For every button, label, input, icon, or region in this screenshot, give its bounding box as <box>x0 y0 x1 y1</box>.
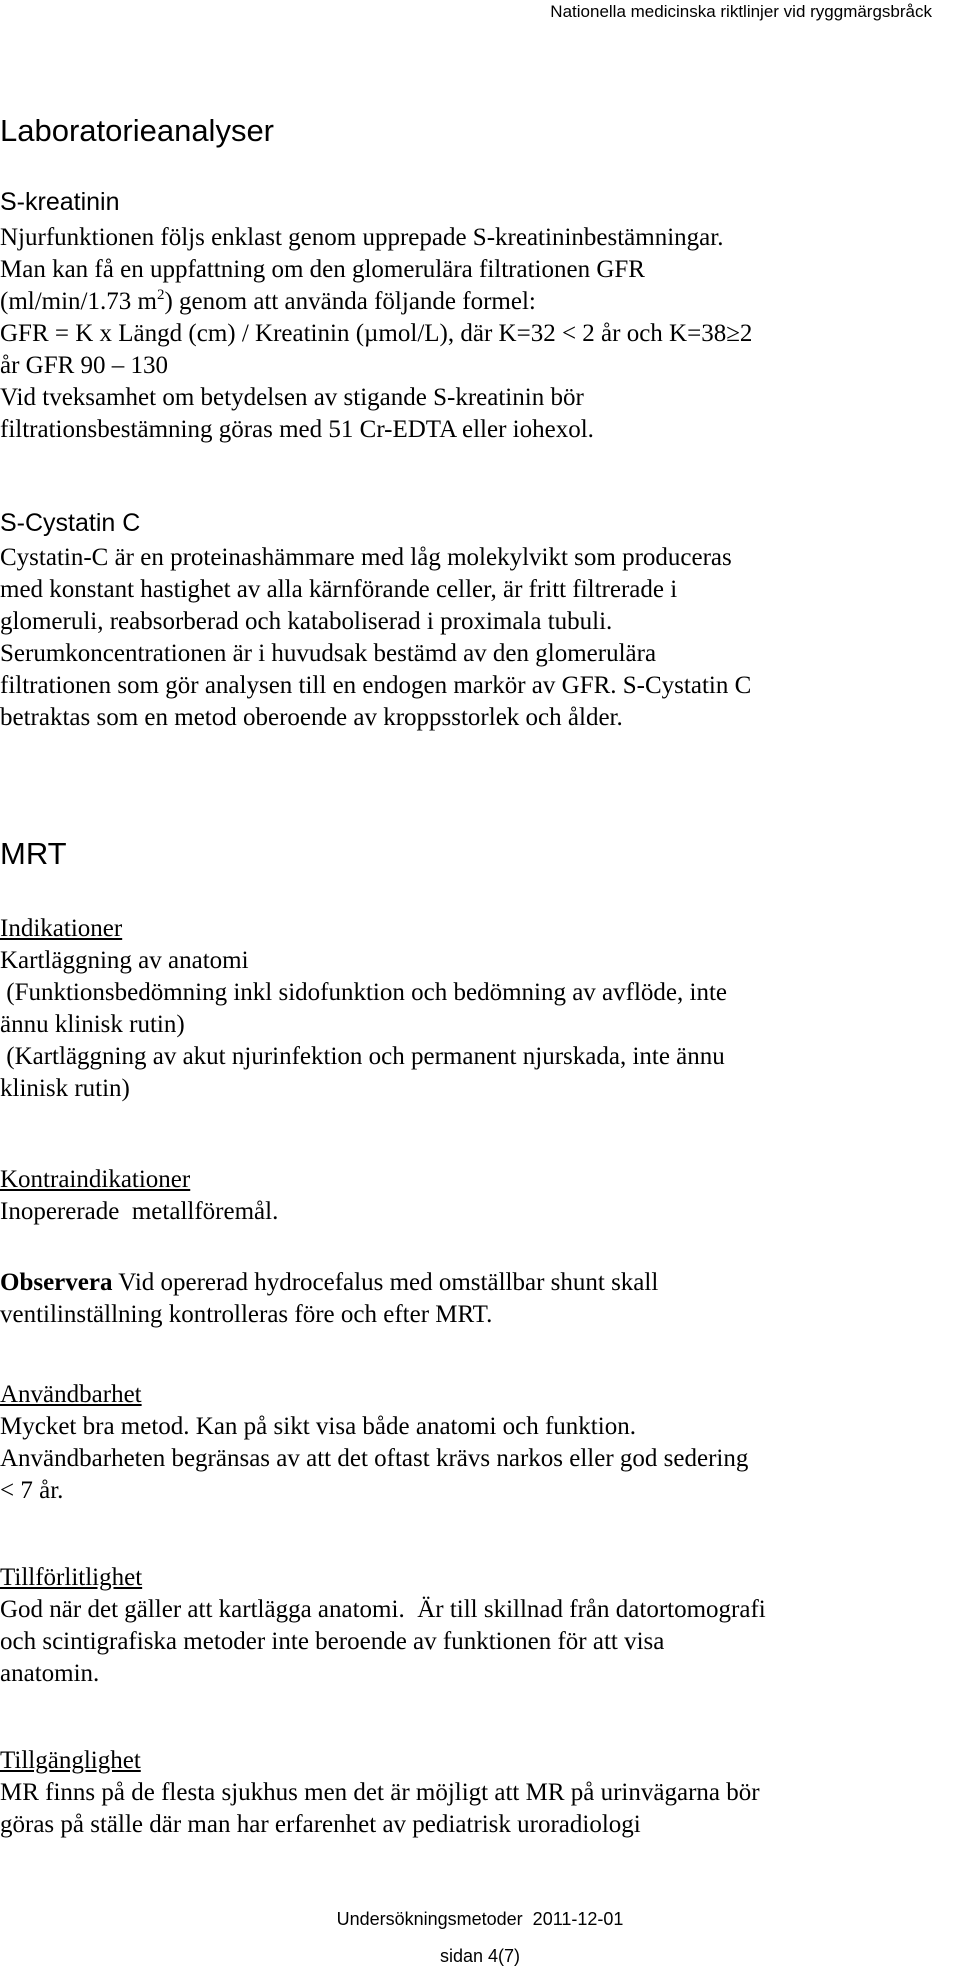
subheading-s-kreatinin: S-kreatinin <box>0 188 120 216</box>
text-line: glomeruli, reabsorberad och kataboliserad i proximala tubuli. <box>0 608 613 635</box>
kontraindikationer-block <box>0 1164 278 1228</box>
section-title-laboratorieanalyser: Laboratorieanalyser <box>0 113 275 148</box>
cystatin-paragraph <box>0 542 751 734</box>
text-line: Serumkoncentrationen är i huvudsak bestämd av den glomerulära <box>0 640 657 667</box>
text-line: Vid tveksamhet om betydelsen av stigande S-kreatinin bör <box>0 384 584 411</box>
text-line: (Funktionsbedömning inkl sidofunktion och bedömning av avflöde, inte <box>0 979 728 1006</box>
text-line: filtrationsbestämning göras med 51 Cr-EDTA eller iohexol. <box>0 416 594 443</box>
text-line: Njurfunktionen följs enklast genom upprepade S-kreatininbestämningar. <box>0 224 724 251</box>
subheading-tillganglighet: Tillgänglighet <box>0 1747 141 1774</box>
observera-block <box>0 1267 658 1331</box>
superscript: 2 <box>156 287 165 303</box>
running-header: Nationella medicinska riktlinjer vid ryggmärgsbråck <box>550 2 932 21</box>
text-fragment: Vid opererad hydrocefalus med omställbar shunt skall <box>112 1269 659 1296</box>
text-line: ventilinställning kontrolleras före och efter MRT. <box>0 1301 493 1328</box>
footer-document-info: Undersökningsmetoder 2011-12-01 <box>336 1909 624 1929</box>
text-line: Mycket bra metod. Kan på sikt visa både anatomi och funktion. <box>0 1413 636 1440</box>
text-line: ännu klinisk rutin) <box>0 1011 185 1038</box>
text-line: år GFR 90 – 130 <box>0 352 169 379</box>
text-line: betraktas som en metod oberoende av kroppsstorlek och ålder. <box>0 704 623 731</box>
indikationer-block <box>0 913 727 1105</box>
text-line <box>0 1267 658 1299</box>
text-line: göras på ställe där man har erfarenhet av pediatrisk uroradiologi <box>0 1811 641 1838</box>
text-fragment: (ml/min/1.73 m <box>0 288 157 315</box>
kreatinin-paragraph <box>0 222 752 446</box>
subheading-kontraindikationer: Kontraindikationer <box>0 1166 191 1193</box>
subheading-s-cystatin-c: S-Cystatin C <box>0 509 141 537</box>
text-line <box>0 286 752 318</box>
text-line: Inopererade metallföremål. <box>0 1198 279 1225</box>
text-line: filtrationen som gör analysen till en endogen markör av GFR. S-Cystatin C <box>0 672 752 699</box>
text-line: klinisk rutin) <box>0 1075 130 1102</box>
subheading-indikationer: Indikationer <box>0 915 123 942</box>
footer-page-number: sidan 4(7) <box>439 1946 521 1966</box>
text-line: och scintigrafiska metoder inte beroende av funktionen för att visa <box>0 1628 665 1655</box>
tillganglighet-block <box>0 1745 760 1841</box>
text-line: < 7 år. <box>0 1477 64 1504</box>
text-line: anatomin. <box>0 1660 100 1687</box>
text-line: med konstant hastighet av alla kärnförande celler, är fritt filtrerade i <box>0 576 678 603</box>
text-line: God när det gäller att kartlägga anatomi. Är till skillnad från datortomografi <box>0 1596 766 1623</box>
text-line: MR finns på de flesta sjukhus men det är möjligt att MR på urinvägarna bör <box>0 1779 760 1806</box>
observera-label: Observera <box>0 1269 113 1296</box>
section-title-mrt: MRT <box>0 836 67 871</box>
tillforlitlighet-block <box>0 1562 766 1690</box>
formula-line: GFR = K x Längd (cm) / Kreatinin (µmol/L), där K=32 < 2 år och K=38≥2 <box>0 320 753 347</box>
text-line: Man kan få en uppfattning om den glomerulära filtrationen GFR <box>0 256 645 283</box>
anvandbarhet-block <box>0 1379 748 1507</box>
text-line: (Kartläggning av akut njurinfektion och permanent njurskada, inte ännu <box>0 1043 725 1070</box>
subheading-anvandbarhet: Användbarhet <box>0 1381 142 1408</box>
text-line: Användbarheten begränsas av att det oftast krävs narkos eller god sedering <box>0 1445 749 1472</box>
text-fragment: ) genom att använda följande formel: <box>164 288 536 315</box>
subheading-tillforlitlighet: Tillförlitlighet <box>0 1564 143 1591</box>
text-line: Kartläggning av anatomi <box>0 947 249 974</box>
text-line: Cystatin-C är en proteinashämmare med låg molekylvikt som produceras <box>0 544 732 571</box>
